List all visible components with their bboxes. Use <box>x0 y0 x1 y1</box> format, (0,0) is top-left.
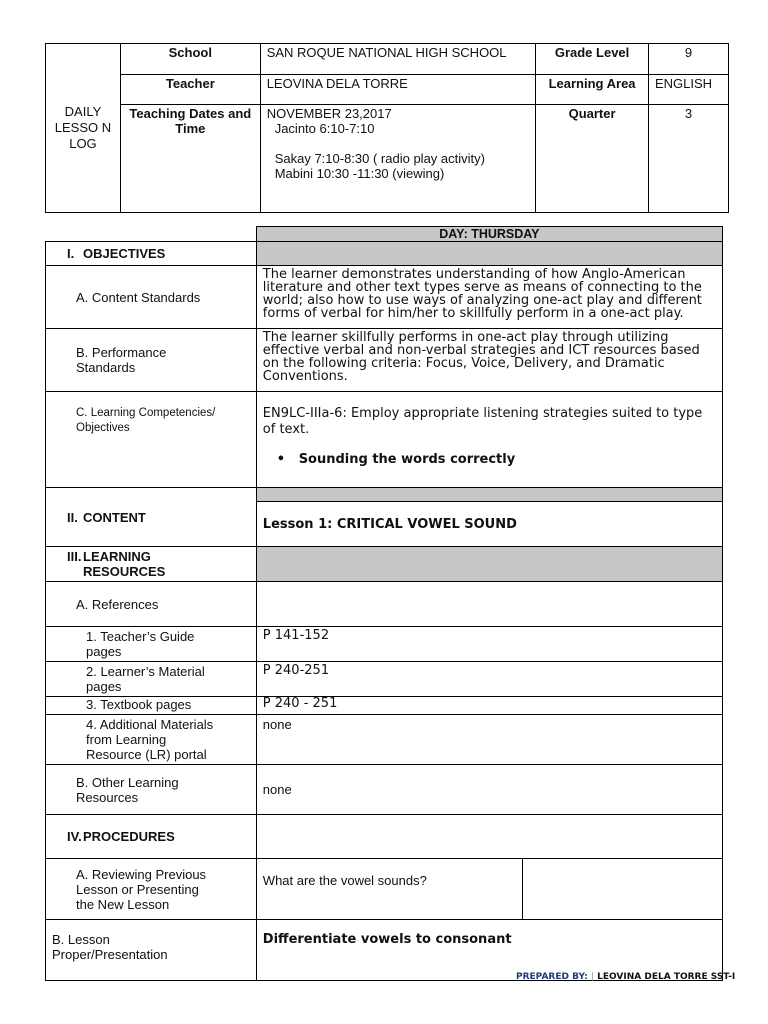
area-value: ENGLISH <box>649 75 729 105</box>
dates-line-1: NOVEMBER 23,2017 <box>266 106 392 121</box>
competencies-label: C. Learning Competencies/ Objectives <box>46 392 257 488</box>
resources-heading: III. LEARNING RESOURCES <box>46 547 257 582</box>
competency-bullet: • Sounding the words correctly <box>276 452 516 467</box>
competency-text: : Employ appropriate listening strategies suited to type of text. <box>262 406 703 437</box>
lesson-proper-value: Differentiate vowels to consonant <box>256 920 722 981</box>
area-label: Learning Area <box>536 75 649 105</box>
learners-material-value: P 240-251 <box>256 662 722 697</box>
additional-materials-label: 4. Additional Materials from Learning Resource (LR) portal <box>46 715 257 765</box>
grade-label: Grade Level <box>536 44 649 75</box>
quarter-label: Quarter <box>536 105 649 213</box>
content-gray-cell <box>256 488 722 502</box>
teachers-guide-value: P 141-152 <box>256 627 722 662</box>
textbook-value: P 240 - 251 <box>256 697 722 715</box>
other-resources-value: none <box>256 765 722 815</box>
footer-separator: | <box>590 972 594 982</box>
teacher-value: LEOVINA DELA TORRE <box>260 75 535 105</box>
dates-line-4: Mabini 10:30 -11:30 (viewing) <box>274 166 445 181</box>
dates-label: Teaching Dates and Time <box>120 105 260 213</box>
procedures-heading: IV.PROCEDURES <box>46 815 257 859</box>
prepared-by-footer <box>516 972 735 982</box>
lesson-proper-label: B. Lesson Proper/Presentation <box>46 920 257 981</box>
reviewing-label: A. Reviewing Previous Lesson or Presenting the New Lesson <box>46 859 257 920</box>
additional-materials-value: none <box>256 715 722 765</box>
header-table <box>45 43 729 213</box>
content-heading: II. CONTENT <box>46 488 257 547</box>
references-value <box>256 582 722 627</box>
teachers-guide-label: 1. Teacher’s Guide pages <box>46 627 257 662</box>
performance-standards-label: B. Performance Standards <box>46 329 257 392</box>
school-label: School <box>120 44 260 75</box>
lesson-table <box>45 226 723 981</box>
content-standards-label: A. Content Standards <box>46 266 257 329</box>
teacher-label: Teacher <box>120 75 260 105</box>
quarter-value: 3 <box>649 105 729 213</box>
performance-standards-text: The learner skillfully performs in one-act play through utilizing effective verbal and non-verbal strategies and ICT resources based on the following criteria: Focus, Voice, Delivery, and Dramatic Conventions. <box>256 329 722 392</box>
day-heading: DAY: THURSDAY <box>256 227 722 242</box>
references-label: A. References <box>46 582 257 627</box>
prepared-by-label: PREPARED BY: <box>516 972 588 982</box>
other-resources-label: B. Other Learning Resources <box>46 765 257 815</box>
grade-value: 9 <box>649 44 729 75</box>
content-text: Lesson 1: CRITICAL VOWEL SOUND <box>256 502 722 547</box>
dates-line-2: Jacinto 6:10-7:10 <box>274 121 375 136</box>
doc-title: DAILY LESSO N LOG <box>46 44 121 213</box>
objectives-heading: I. OBJECTIVES <box>46 242 257 266</box>
textbook-label: 3. Textbook pages <box>46 697 257 715</box>
learners-material-label: 2. Learner’s Material pages <box>46 662 257 697</box>
reviewing-value: What are the vowel sounds? <box>256 859 523 920</box>
dates-value <box>260 105 535 213</box>
content-standards-text: The learner demonstrates understanding of how Anglo-American literature and other text types serve as means of connecting to the world; also how to use ways of analyzing one-act play and different forms of verbal for him/her to skillfully perform in a one-act play. <box>256 266 722 329</box>
school-value: SAN ROQUE NATIONAL HIGH SCHOOL <box>260 44 535 75</box>
competency-code: EN9LC-IIIa-6 <box>262 406 343 421</box>
reviewing-extra-cell <box>523 859 723 920</box>
objectives-gray-cell <box>256 242 722 266</box>
dates-line-3: Sakay 7:10-8:30 ( radio play activity) <box>274 151 485 166</box>
resources-gray-cell <box>256 547 722 582</box>
procedures-value <box>256 815 722 859</box>
competencies-cell <box>256 392 722 488</box>
prepared-by-name: LEOVINA DELA TORRE SST-I <box>597 972 736 982</box>
